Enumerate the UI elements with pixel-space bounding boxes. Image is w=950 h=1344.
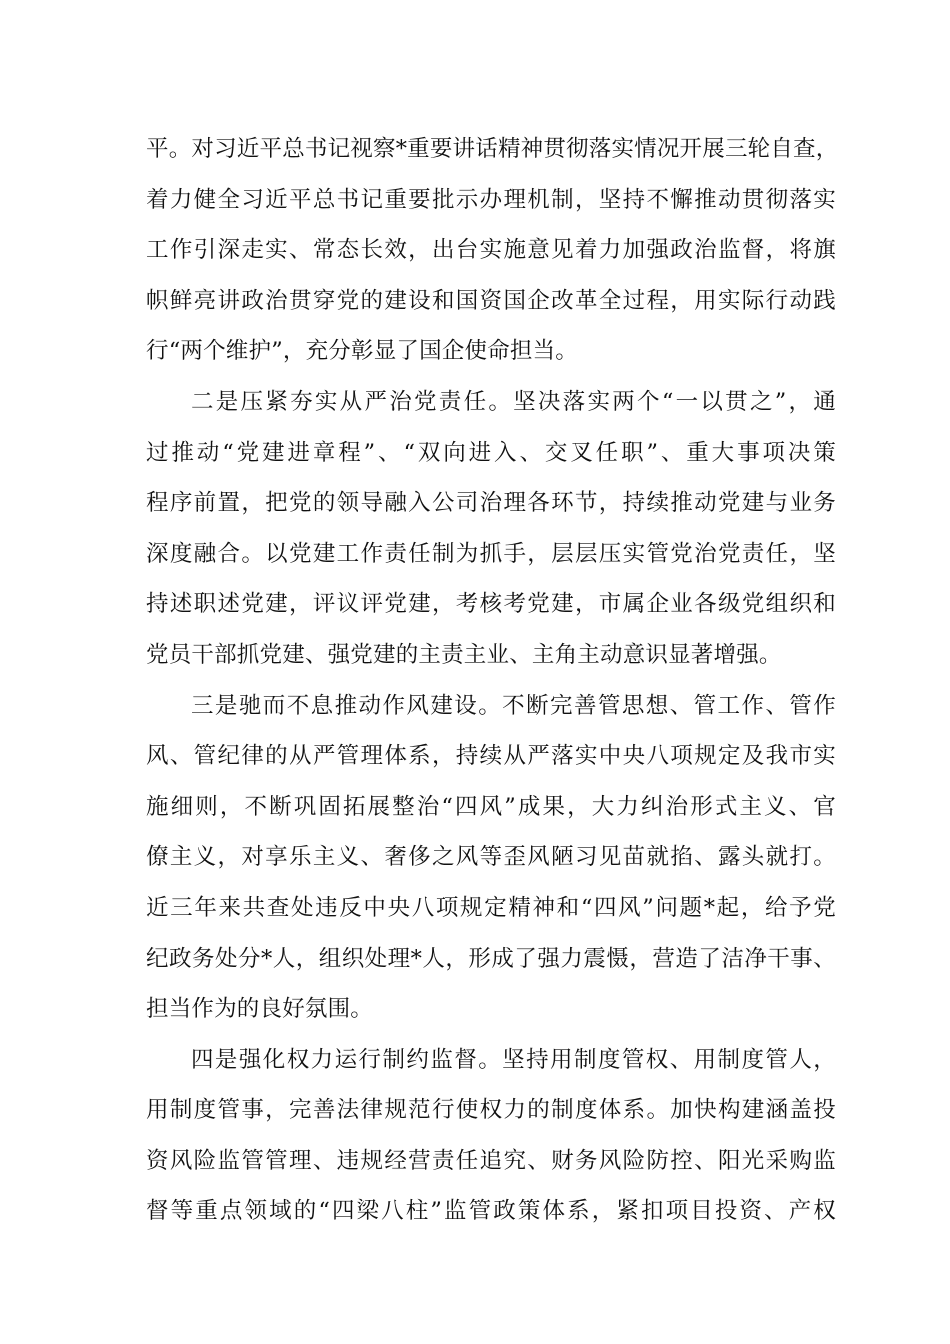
text-line: 工作引深走实、常态长效，出台实施意见着力加强政治监督，将旗 [146, 237, 836, 264]
text-line: 行“两个维护”，充分彰显了国企使命担当。 [146, 338, 579, 365]
text-line: 施细则，不断巩固拓展整治“四风”成果，大力纠治形式主义、官 [146, 793, 836, 820]
text-line: 程序前置，把党的领导融入公司治理各环节，持续推动党建与业务 [146, 490, 836, 517]
text-line: 平。对习近平总书记视察*重要讲话精神贯彻落实情况开展三轮自查， [146, 136, 839, 162]
text-line: 纪政务处分*人，组织处理*人，形成了强力震慑，营造了洁净干事、 [146, 945, 836, 972]
text-line: 帜鲜亮讲政治贯穿党的建设和国资国企改革全过程，用实际行动践 [146, 287, 836, 314]
paragraph-first-line: 四是强化权力运行制约监督。坚持用制度管权、用制度管人， [191, 1046, 836, 1073]
text-line: 党员干部抓党建、强党建的主责主业、主角主动意识显著增强。 [146, 641, 782, 668]
text-line: 用制度管事，完善法律规范行使权力的制度体系。加快构建涵盖投 [146, 1097, 836, 1124]
document-body [146, 124, 839, 1237]
text-line: 深度融合。以党建工作责任制为抓手，层层压实管党治党责任，坚 [146, 540, 836, 567]
text-line: 风、管纪律的从严管理体系，持续从严落实中央八项规定及我市实 [146, 743, 836, 770]
text-line: 近三年来共查处违反中央八项规定精神和“四风”问题*起，给予党 [146, 894, 836, 921]
paragraph-first-line: 二是压紧夯实从严治党责任。坚决落实两个“一以贯之”，通 [191, 388, 836, 415]
text-line: 督等重点领域的“四梁八柱”监管政策体系，紧扣项目投资、产权 [146, 1198, 836, 1225]
text-line: 僚主义，对享乐主义、奢侈之风等歪风陋习见苗就掐、露头就打。 [146, 844, 836, 871]
text-line: 过推动“党建进章程”、“双向进入、交叉任职”、重大事项决策 [146, 439, 836, 466]
paragraph-first-line: 三是驰而不息推动作风建设。不断完善管思想、管工作、管作 [191, 692, 836, 719]
text-line: 资风险监管管理、违规经营责任追究、财务风险防控、阳光采购监 [146, 1147, 836, 1174]
text-line: 担当作为的良好氛围。 [146, 996, 374, 1023]
text-line: 着力健全习近平总书记重要批示办理机制，坚持不懈推动贯彻落实 [146, 186, 836, 213]
text-line: 持述职述党建，评议评党建，考核考党建，市属企业各级党组织和 [146, 591, 836, 618]
